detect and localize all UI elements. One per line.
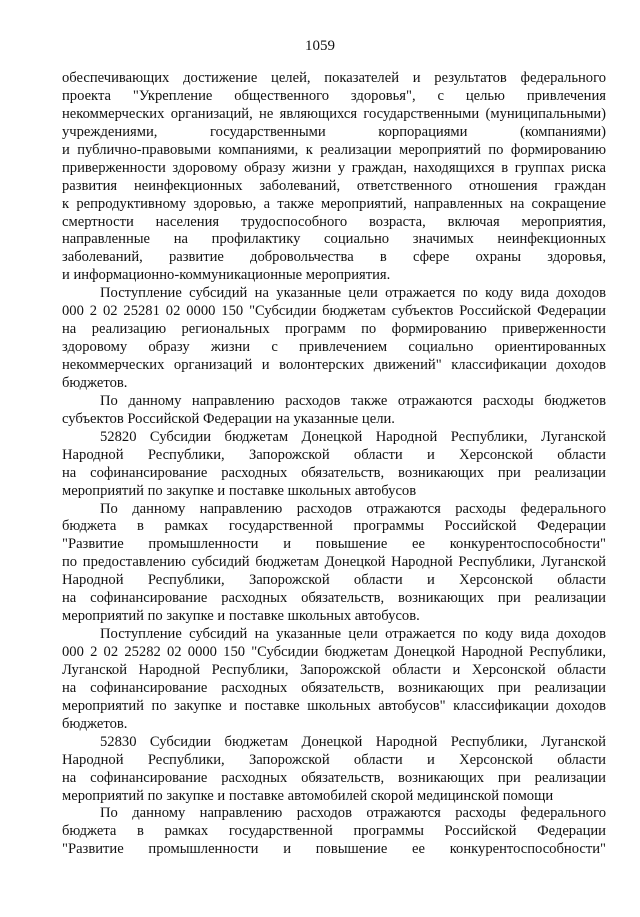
text-line: и информационно-коммуникационные мероприятия. (62, 267, 391, 284)
document-body (62, 70, 606, 859)
text-line: заболеваний, развитие добровольчества в сфере охраны здоровья, (62, 249, 606, 266)
text-line: Поступление субсидий на указанные цели отражается по коду вида доходов (100, 285, 606, 302)
text-line: бюджетов. (62, 374, 128, 391)
text-line: развития неинфекционных заболеваний, ответственного отношения граждан (62, 177, 606, 194)
text-line: направленные на профилактику социально значимых неинфекционных (62, 231, 606, 248)
text-line: 000 2 02 25281 02 0000 150 "Субсидии бюджетам субъектов Российской Федерации (62, 303, 606, 320)
text-line: бюджетов. (62, 715, 128, 732)
text-line: Луганской Народной Республики, Запорожской области и Херсонской области (62, 661, 606, 678)
text-line: "Развитие промышленности и повышение ее конкурентоспособности" (62, 536, 606, 553)
paragraph (62, 734, 606, 806)
text-line: на софинансирование расходных обязательств, возникающих при реализации (62, 769, 606, 786)
paragraph (62, 70, 606, 285)
paragraph (62, 393, 606, 429)
text-line: 52830 Субсидии бюджетам Донецкой Народной Республики, Луганской (100, 733, 606, 750)
text-line: 000 2 02 25282 02 0000 150 "Субсидии бюджетам Донецкой Народной Республики, (62, 644, 606, 660)
text-line: обеспечивающих достижение целей, показателей и результатов федерального (62, 70, 606, 86)
text-line: на софинансирование расходных обязательств, возникающих при реализации (62, 679, 606, 696)
text-line: некоммерческих организаций и волонтерских движений" классификации доходов (62, 357, 606, 373)
text-line: мероприятий по закупке и поставке школьных автобусов. (62, 608, 420, 625)
text-line: По данному направлению расходов также отражаются расходы бюджетов (100, 392, 606, 409)
text-line: некоммерческих организаций, не являющихся государственными (муниципальными) (62, 105, 606, 122)
text-line: Народной Республики, Запорожской области и Херсонской области (62, 572, 606, 589)
text-line: Народной Республики, Запорожской области и Херсонской области (62, 751, 606, 768)
page-number: 1059 (305, 38, 335, 54)
text-line: бюджета в рамках государственной программы Российской Федерации (62, 823, 606, 840)
text-line: мероприятий по закупке и поставке школьных автобусов (62, 482, 417, 499)
text-line: По данному направлению расходов отражаются расходы федерального (100, 805, 606, 822)
text-line: по предоставлению субсидий бюджетам Донецкой Народной Республики, Луганской (62, 554, 606, 571)
text-line: и публично-правовыми компаниями, к реализации мероприятий по формированию (62, 141, 606, 158)
text-line: "Развитие промышленности и повышение ее конкурентоспособности" (62, 841, 606, 858)
text-line: По данному направлению расходов отражаются расходы федерального (100, 500, 606, 517)
paragraph (62, 501, 606, 627)
paragraph (62, 429, 606, 501)
text-line: 52820 Субсидии бюджетам Донецкой Народной Республики, Луганской (100, 428, 606, 445)
text-line: на софинансирование расходных обязательств, возникающих при реализации (62, 464, 606, 481)
text-line: на софинансирование расходных обязательств, возникающих при реализации (62, 590, 606, 607)
text-line: Поступление субсидий на указанные цели отражается по коду вида доходов (100, 626, 606, 643)
paragraph (62, 285, 606, 393)
text-line: на реализацию региональных программ по формированию приверженности (62, 321, 606, 338)
text-line: бюджета в рамках государственной программы Российской Федерации (62, 518, 606, 535)
text-line: к репродуктивному здоровью, а также мероприятий, направленных на сокращение (62, 195, 606, 212)
paragraph (62, 626, 606, 734)
text-line: приверженности здоровому образу жизни у граждан, находящихся в группах риска (62, 159, 606, 176)
text-line: субъектов Российской Федерации на указанные цели. (62, 410, 395, 427)
text-line: Народной Республики, Запорожской области и Херсонской области (62, 446, 606, 463)
text-line: смертности населения трудоспособного возраста, включая мероприятия, (62, 213, 606, 230)
text-line: учреждениями, государственными корпорациями (компаниями) (62, 123, 606, 140)
text-line: здоровому образу жизни с привлечением социально ориентированных (62, 339, 606, 356)
text-line: мероприятий по закупке и поставке автомобилей скорой медицинской помощи (62, 787, 554, 804)
text-line: проекта "Укрепление общественного здоровья", с целью привлечения (62, 87, 606, 104)
text-line: мероприятий по закупке и поставке школьных автобусов" классификации доходов (62, 697, 606, 714)
paragraph (62, 805, 606, 859)
